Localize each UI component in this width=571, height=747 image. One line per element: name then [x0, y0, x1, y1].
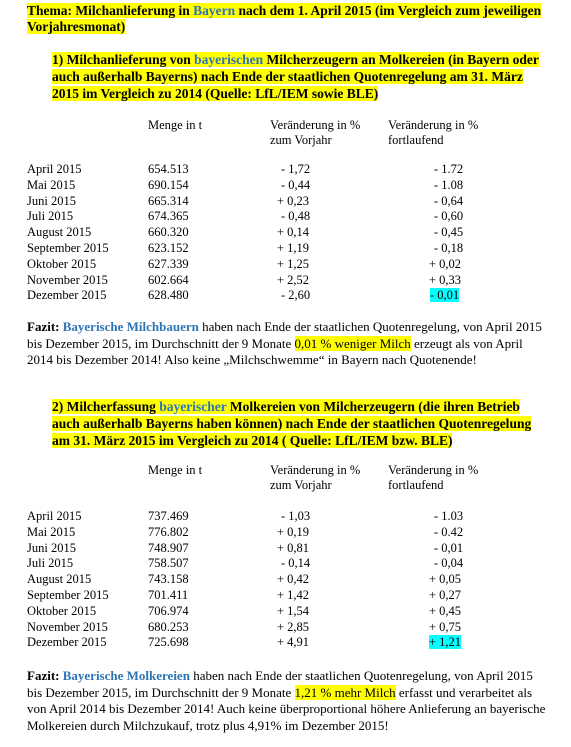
- row-month: Juli 2015: [27, 556, 74, 571]
- row-month: April 2015: [27, 509, 82, 523]
- title-prefix: Thema: Milchanlieferung in: [27, 3, 194, 18]
- row-pct: + 2,85: [277, 619, 310, 634]
- row-pct-cell: [253, 162, 401, 178]
- fazit-subject: Bayerische Milchbauern: [62, 319, 199, 334]
- row-month: August 2015: [27, 225, 92, 240]
- table-row: [27, 273, 501, 289]
- row-month: Juni 2015: [27, 193, 76, 208]
- table-row: [27, 225, 501, 241]
- row-pct: + 2,52: [277, 272, 310, 287]
- row-pct: + 4,91: [277, 635, 310, 650]
- section2-heading: [52, 398, 547, 449]
- row-run: - 0,01: [434, 540, 464, 555]
- section2-heading-a: 2) Milcherfassung: [52, 399, 160, 414]
- row-run-cell: [401, 509, 501, 525]
- row-pct: - 1,03: [281, 509, 311, 523]
- row-qty: 665.314: [148, 193, 189, 208]
- row-pct: + 0,81: [277, 540, 310, 555]
- row-month: Juni 2015: [27, 540, 76, 555]
- row-qty: 627.339: [148, 256, 189, 271]
- row-pct-cell: [253, 209, 401, 225]
- section1-fazit: [27, 319, 547, 369]
- row-month: Mai 2015: [27, 524, 76, 539]
- row-qty: 674.365: [148, 209, 189, 224]
- row-pct: + 0,23: [277, 193, 310, 208]
- section2-col-pct: [270, 463, 360, 493]
- section1-col-pct-line2: zum Vorjahr: [270, 133, 332, 147]
- row-qty: 725.698: [148, 635, 189, 650]
- row-run: + 0,45: [429, 603, 462, 618]
- row-run: + 0,02: [429, 256, 462, 271]
- row-run: + 0,75: [429, 619, 462, 634]
- table-row: [27, 588, 501, 604]
- fazit-highlight: 0,01 % weniger Milch: [294, 335, 411, 351]
- row-qty: 660.320: [148, 225, 189, 240]
- row-qty: 602.664: [148, 272, 189, 287]
- section2-col-run-line1: Veränderung in %: [388, 463, 479, 477]
- row-run-cell: [401, 541, 501, 557]
- fazit-text-b: erzeugt als von April 2014 bis Dezember 2014! Also keine „Milchschwemme“ in Bayern nach Quotenende!: [27, 335, 523, 367]
- section1-col-run-line2: fortlaufend: [388, 133, 444, 147]
- row-pct: + 1,19: [277, 240, 310, 255]
- row-qty: 623.152: [148, 240, 189, 255]
- section2-col-run-line2: fortlaufend: [388, 478, 444, 492]
- fazit-text-a: haben nach Ende der staatlichen Quotenregelung, von April 2015 bis Dezember 2015, im Durchschnitt der 9 Monate: [27, 319, 542, 351]
- row-run: - 0,04: [434, 556, 464, 571]
- row-month: August 2015: [27, 572, 92, 587]
- row-run-cell: [401, 572, 501, 588]
- row-qty: 680.253: [148, 619, 189, 634]
- row-run: - 1.03: [434, 509, 464, 523]
- row-run-cell: [401, 209, 501, 225]
- row-month: April 2015: [27, 162, 82, 176]
- row-pct-cell: [253, 572, 401, 588]
- section1-heading-region: bayerischen: [194, 52, 264, 67]
- row-month: September 2015: [27, 240, 109, 255]
- row-qty: 748.907: [148, 540, 189, 555]
- table-row: [27, 288, 501, 304]
- row-qty: 654.513: [148, 162, 189, 176]
- row-pct-cell: [253, 556, 401, 572]
- row-pct: - 0,48: [281, 209, 311, 224]
- row-month: Oktober 2015: [27, 603, 97, 618]
- row-run-cell: [401, 620, 501, 636]
- row-qty: 737.469: [148, 509, 189, 523]
- row-qty: 776.802: [148, 524, 189, 539]
- row-qty: 743.158: [148, 572, 189, 587]
- table-row: [27, 620, 501, 636]
- fazit-label: Fazit:: [27, 668, 63, 683]
- row-run-highlighted: - 0,01: [430, 288, 460, 303]
- row-month: Oktober 2015: [27, 256, 97, 271]
- title-region: Bayern: [193, 3, 236, 18]
- row-month: November 2015: [27, 272, 108, 287]
- row-month: Dezember 2015: [27, 288, 107, 303]
- row-qty: 758.507: [148, 556, 189, 571]
- fazit-text-a: haben nach Ende der staatlichen Quotenregelung, von April 2015 bis Dezember 2015, im Durchschnitt der 9 Monate: [27, 668, 533, 700]
- table-row: [27, 178, 501, 194]
- row-qty: 690.154: [148, 177, 189, 192]
- row-run-cell: [401, 257, 501, 273]
- row-pct-cell: [253, 604, 401, 620]
- row-run: - 1.72: [434, 162, 464, 176]
- row-run: - 0,60: [434, 209, 464, 224]
- row-pct-cell: [253, 288, 401, 304]
- row-pct-cell: [253, 541, 401, 557]
- row-pct: + 0,42: [277, 572, 310, 587]
- row-pct: - 2,60: [281, 288, 311, 303]
- row-pct-cell: [253, 225, 401, 241]
- section2-col-qty: Menge in t: [148, 463, 203, 477]
- row-pct-cell: [253, 509, 401, 525]
- row-run-cell: [401, 178, 501, 194]
- section2-table: [27, 509, 501, 651]
- section1-col-qty: Menge in t: [148, 118, 203, 132]
- row-run: - 0,45: [434, 225, 464, 240]
- table-row: [27, 209, 501, 225]
- row-run-cell: [401, 194, 501, 210]
- section2-heading-b: Molkereien von Milcherzeugern (die ihren Betrieb auch außerhalb Bayerns haben können) nach Ende der staatlichen Quotenregelung am 31. März 2015 im Vergleich zu 2014 ( Quelle: LfL/IEM bzw. BLE): [52, 399, 532, 448]
- table-row: [27, 194, 501, 210]
- row-run: - 0.42: [434, 524, 464, 539]
- row-run: + 0,27: [429, 587, 462, 602]
- row-month: November 2015: [27, 619, 108, 634]
- row-pct: + 1,25: [277, 256, 310, 271]
- row-qty: 706.974: [148, 603, 189, 618]
- row-run: + 0,05: [429, 572, 462, 587]
- section2-col-run: [388, 463, 478, 493]
- table-row: [27, 604, 501, 620]
- row-month: Juli 2015: [27, 209, 74, 224]
- row-run-cell: [401, 588, 501, 604]
- title-suffix: nach dem 1. April 2015 (im Vergleich zum jeweiligen Vorjahresmonat): [27, 3, 542, 34]
- row-run-cell: [401, 162, 501, 178]
- row-run-cell: [401, 604, 501, 620]
- row-run: - 0,18: [434, 240, 464, 255]
- row-pct-cell: [253, 588, 401, 604]
- row-pct-cell: [253, 635, 401, 651]
- row-run-cell: [401, 556, 501, 572]
- section1-heading-a: 1) Milchanlieferung von: [52, 52, 195, 67]
- row-run: - 1.08: [434, 177, 464, 192]
- row-pct: + 1,54: [277, 603, 310, 618]
- row-pct-cell: [253, 257, 401, 273]
- table-row: [27, 541, 501, 557]
- section2-col-pct-line1: Veränderung in %: [270, 463, 361, 477]
- section1-heading: [52, 51, 547, 102]
- section1-col-pct: [270, 118, 360, 148]
- section1-col-pct-line1: Veränderung in %: [270, 118, 361, 132]
- fazit-label: Fazit:: [27, 319, 63, 334]
- section1-col-run: [388, 118, 478, 148]
- section1-heading-b: Milcherzeugern an Molkereien (in Bayern oder auch außerhalb Bayerns) nach Ende der staatlichen Quotenregelung am 31. März 2015 im Vergleich zu 2014 (Quelle: LfL/IEM sowie BLE): [52, 52, 539, 101]
- row-pct-cell: [253, 241, 401, 257]
- section1-table: [27, 162, 501, 304]
- row-pct: + 0,14: [277, 225, 310, 240]
- row-pct-cell: [253, 194, 401, 210]
- table-row: [27, 162, 501, 178]
- row-run-cell: [401, 273, 501, 289]
- table-row: [27, 509, 501, 525]
- section1-col-run-line1: Veränderung in %: [388, 118, 479, 132]
- fazit-highlight: 1,21 % mehr Milch: [294, 684, 396, 700]
- row-pct-cell: [253, 620, 401, 636]
- row-pct: - 0,14: [281, 556, 311, 571]
- row-run-cell: [401, 241, 501, 257]
- table-row: [27, 556, 501, 572]
- row-pct: - 1,72: [281, 162, 311, 176]
- row-run-cell: [401, 288, 501, 304]
- row-month: Dezember 2015: [27, 635, 107, 650]
- row-month: September 2015: [27, 587, 109, 602]
- row-run-cell: [401, 225, 501, 241]
- fazit-subject: Bayerische Molkereien: [62, 668, 190, 683]
- row-run-cell: [401, 635, 501, 651]
- document-title: [27, 3, 547, 35]
- row-pct-cell: [253, 273, 401, 289]
- row-run: - 0,64: [434, 193, 464, 208]
- row-pct-cell: [253, 525, 401, 541]
- table-row: [27, 635, 501, 651]
- row-pct: + 1,42: [277, 587, 310, 602]
- row-pct: + 0,19: [277, 524, 310, 539]
- table-row: [27, 257, 501, 273]
- table-row: [27, 572, 501, 588]
- row-run-cell: [401, 525, 501, 541]
- row-qty: 628.480: [148, 288, 189, 303]
- table-row: [27, 525, 501, 541]
- row-qty: 701.411: [148, 587, 189, 602]
- row-month: Mai 2015: [27, 177, 76, 192]
- section2-heading-region: bayerischer: [159, 399, 227, 414]
- row-run: + 0,33: [429, 272, 462, 287]
- fazit-text-b: erfasst und verarbeitet als von April 2014 bis Dezember 2014! Auch keine überproportional höhere Anlieferung an bayerische Molkereien durch Milchzukauf, trotz plus 4,91% im Dezember 2015!: [27, 684, 546, 733]
- row-run-highlighted: + 1,21: [429, 635, 462, 650]
- row-pct-cell: [253, 178, 401, 194]
- section2-fazit: [27, 668, 547, 734]
- row-pct: - 0,44: [281, 177, 311, 192]
- section2-col-pct-line2: zum Vorjahr: [270, 478, 332, 492]
- table-row: [27, 241, 501, 257]
